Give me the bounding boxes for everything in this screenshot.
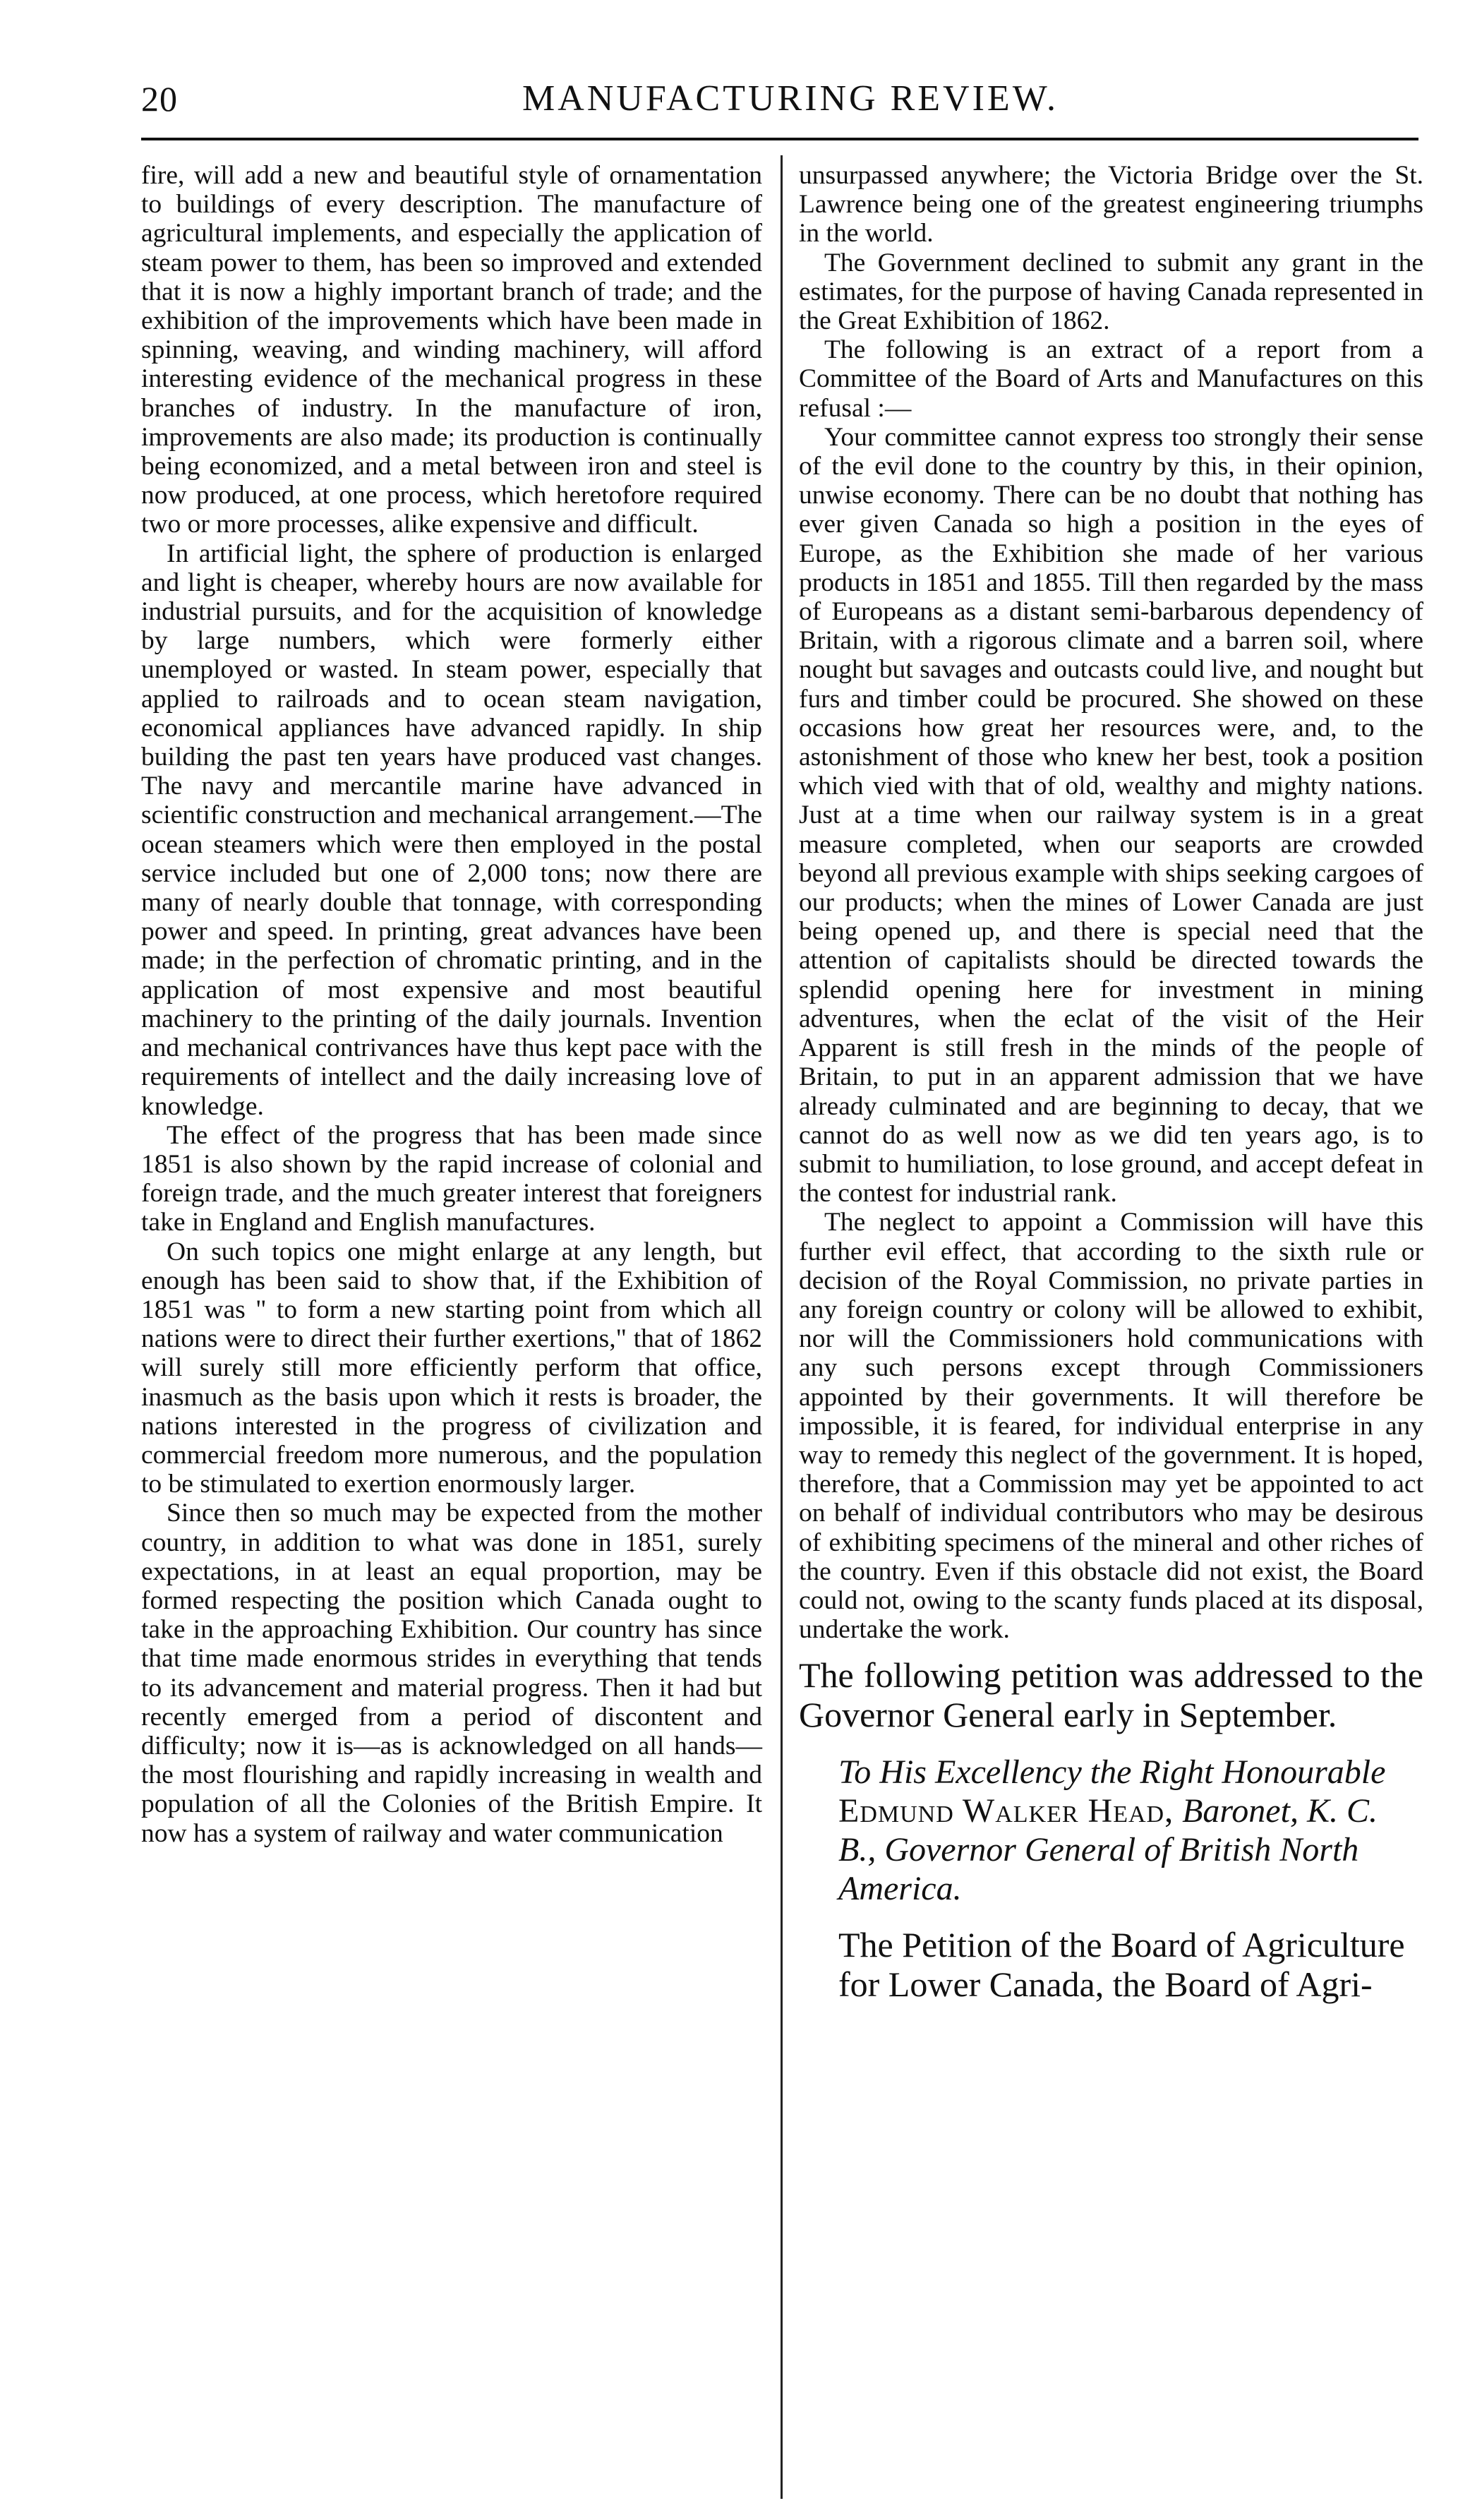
address-name: Edmund Walker Head,: [838, 1792, 1174, 1830]
left-paragraph-2: In artificial light, the sphere of production is enlarged and light is cheaper, whereby hours are now available for industrial pursuits, and for the acquisition of knowledge by large numbers, which were formerly either unemployed or wasted. In steam power, especially that applied to railroads and to ocean steam navigation, economical appliances have advanced rapidly. In ship building the past ten years have produced vast changes. The navy and mercantile marine have advanced in scientific construction and mechanical arrangement.—The ocean steamers which were then employed in the postal service included but one of 2,000 tons; now there are many of nearly double that tonnage, with corresponding power and speed. In printing, great advances have been made; in the perfection of chromatic printing, and in the application of most expensive and most beautiful machinery to the printing of the daily journals. Invention and mechanical contrivances have thus kept pace with the requirements of intellect and the daily increasing love of knowledge.: [141, 539, 762, 1121]
right-paragraph-5: The neglect to appoint a Commission will have this further evil effect, that according to the sixth rule or decision of the Royal Commission, no private parties in any foreign country or colony will be allowed to exhibit, nor will the Commissioners hold communications with any such persons except through Commissioners appointed by their governments. It will therefore be impossible, it is feared, for individual enterprise in any way to remedy this neglect of the government. It is hoped, therefore, that a Commission may yet be appointed to act on behalf of individual contributors who may be desirous of exhibiting specimens of the mineral and other riches of the country. Even if this obstacle did not exist, the Board could not, owing to the scanty funds placed at its disposal, undertake the work.: [799, 1208, 1423, 1645]
page-number: 20: [141, 79, 178, 119]
left-paragraph-5: Since then so much may be expected from the mother country, in addition to what was done in 1851, surely expectations, in at least an equal proportion, may be formed respecting the position which Canada ought to take in the approaching Exhibition. Our country has since that time made enormous strides in everything that tends to its advancement and material progress. Then it had but recently emerged from a period of discontent and difficulty; now it is—as is acknowledged on all hands—the most flourishing and rapidly increasing in wealth and population of all the Colonies of the British Empire. It now has a system of railway and water communication: [141, 1499, 762, 1848]
header-rule: [141, 138, 1418, 140]
right-paragraph-4: Your committee cannot express too strongly their sense of the evil done to the country by this, in their opinion, unwise economy. There can be no doubt that nothing has ever given Canada so high a position in the eyes of Europe, as the Exhibition she made of her various products in 1851 and 1855. Till then regarded by the mass of Europeans as a distant semi-barbarous dependency of Britain, with a rigorous climate and a barren soil, where nought but savages and outcasts could live, and nought but furs and timber could be procured. She showed on these occasions how great her resources were, and, to the astonishment of those who knew her best, took a position which vied with that of old, wealthy and mighty nations. Just at a time when our railway system is in a great measure completed, when our seaports are crowded beyond all previous example with ships seeking cargoes of our products; when the mines of Lower Canada are just being opened up, and there is special need that the attention of capitalists should be directed towards the splendid opening here for investment in mining adventures, when the eclat of the visit of the Heir Apparent is still fresh in the minds of the people of Britain, to put in an apparent admission that we have already culminated and are beginning to decay, that we cannot do as well now as we did ten years ago, is to submit to humiliation, to lose ground, and accept defeat in the contest for industrial rank.: [799, 422, 1423, 1208]
petition-address: [799, 1753, 1423, 1908]
page-header: [141, 74, 1411, 131]
left-paragraph-4: On such topics one might enlarge at any length, but enough has been said to show that, if the Exhibition of 1851 was " to form a new starting point from which all nations were to direct their further exertions," that of 1862 will surely still more efficiently perform that office, inasmuch as the basis upon which it rests is broader, the nations interested in the progress of civilization and commercial freedom more numerous, and the population to be stimulated to exertion enormously larger.: [141, 1237, 762, 1499]
left-column: [141, 161, 762, 1848]
left-paragraph-3: The effect of the progress that has been made since 1851 is also shown by the rapid increase of colonial and foreign trade, and the much greater interest that foreigners take in England and English manufactures.: [141, 1120, 762, 1237]
right-paragraph-3: The following is an extract of a report from a Committee of the Board of Arts and Manufactures on this refusal :—: [799, 335, 1423, 423]
right-column: [799, 161, 1423, 2004]
column-divider: [781, 155, 783, 2499]
petition-intro: The following petition was addressed to the Governor General early in September.: [799, 1655, 1423, 1735]
left-paragraph-1: fire, will add a new and beautiful style of ornamentation to buildings of every description. The manufacture of agricultural implements, and especially the application of steam power to them, has been so improved and extended that it is now a highly important branch of trade; and the exhibition of the improvements which have been made in spinning, weaving, and winding machinery, will afford interesting evidence of the mechanical progress in these branches of industry. In the manufacture of iron, improvements are also made; its production is continually being economized, and a metal between iron and steel is now produced, at one process, which heretofore required two or more processes, alike expensive and difficult.: [141, 161, 762, 539]
petition-heading: The Petition of the Board of Agriculture for Lower Canada, the Board of Agri-: [838, 1925, 1405, 2005]
address-suffix: Baronet, K. C. B., Governor General of British North America.: [838, 1792, 1378, 1908]
running-title: MANUFACTURING REVIEW.: [522, 78, 1059, 119]
right-paragraph-1: unsurpassed anywhere; the Victoria Bridge over the St. Lawrence being one of the greatest engineering triumphs in the world.: [799, 161, 1423, 248]
address-prefix: To His Excellency the Right Honourable: [838, 1753, 1386, 1792]
right-paragraph-2: The Government declined to submit any grant in the estimates, for the purpose of having Canada represented in the Great Exhibition of 1862.: [799, 248, 1423, 336]
